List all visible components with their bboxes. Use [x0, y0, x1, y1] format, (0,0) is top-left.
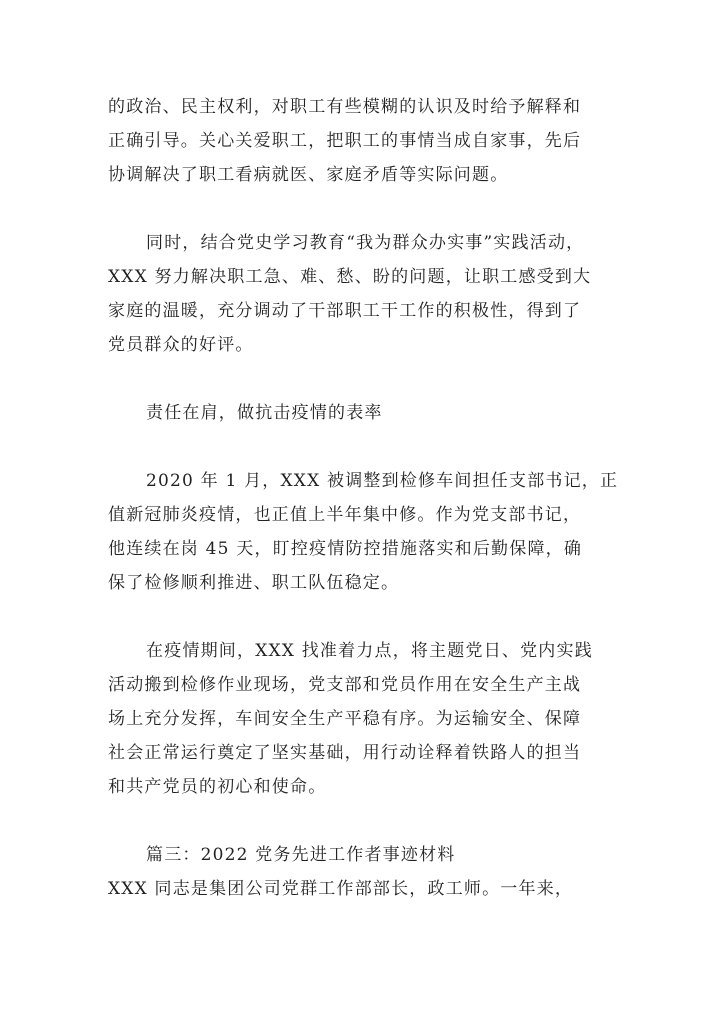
paragraph-4-line-4: 保了检修顺利推进、职工队伍稳定。	[108, 573, 400, 593]
paragraph-4-line-1: 2020 年 1 月，XXX 被调整到检修车间担任支部书记，正	[146, 471, 619, 491]
section-heading	[108, 396, 628, 430]
paragraph-4-line-2: 值新冠肺炎疫情，也正值上半年集中修。作为党支部书记，	[108, 505, 582, 525]
paragraph-6-line-1: XXX 同志是集团公司党群工作部部长，政工师。一年来，	[108, 879, 574, 899]
paragraph-6	[108, 838, 628, 906]
paragraph-1-line-3: 协调解决了职工看病就医、家庭矛盾等实际问题。	[108, 165, 509, 185]
paragraph-5-line-4: 社会正常运行奠定了坚实基础，用行动诠释着铁路人的担当	[108, 743, 582, 763]
paragraph-5-line-3: 场上充分发挥，车间安全生产平稳有序。为运输安全、保障	[108, 709, 582, 729]
paragraph-1-line-1: 的政治、民主权利，对职工有些模糊的认识及时给予解释和	[108, 97, 582, 117]
paragraph-2	[108, 226, 628, 362]
paragraph-2-line-1: 同时，结合党史学习教育“我为群众办实事”实践活动，	[146, 233, 585, 253]
paragraph-4-line-3: 他连续在岗 45 天，盯控疫情防控措施落实和后勤保障，确	[108, 539, 583, 559]
section-heading-text: 责任在肩，做抗击疫情的表率	[146, 403, 383, 423]
chapter-title: 篇三：2022 党务先进工作者事迹材料	[146, 845, 456, 865]
paragraph-4	[108, 464, 628, 600]
paragraph-2-line-2: XXX 努力解决职工急、难、愁、盼的问题，让职工感受到大	[108, 267, 592, 287]
paragraph-2-line-4: 党员群众的好评。	[108, 335, 254, 355]
paragraph-5-line-5: 和共产党员的初心和使命。	[108, 777, 327, 797]
paragraph-1	[108, 90, 628, 192]
paragraph-2-line-3: 家庭的温暖，充分调动了干部职工干工作的积极性，得到了	[108, 301, 582, 321]
paragraph-5-line-1: 在疫情期间，XXX 找准着力点，将主题党日、党内实践	[146, 641, 593, 661]
paragraph-5	[108, 634, 628, 804]
paragraph-5-line-2: 活动搬到检修作业现场，党支部和党员作用在安全生产主战	[108, 675, 582, 695]
paragraph-1-line-2: 正确引导。关心关爱职工，把职工的事情当成自家事，先后	[108, 131, 582, 151]
